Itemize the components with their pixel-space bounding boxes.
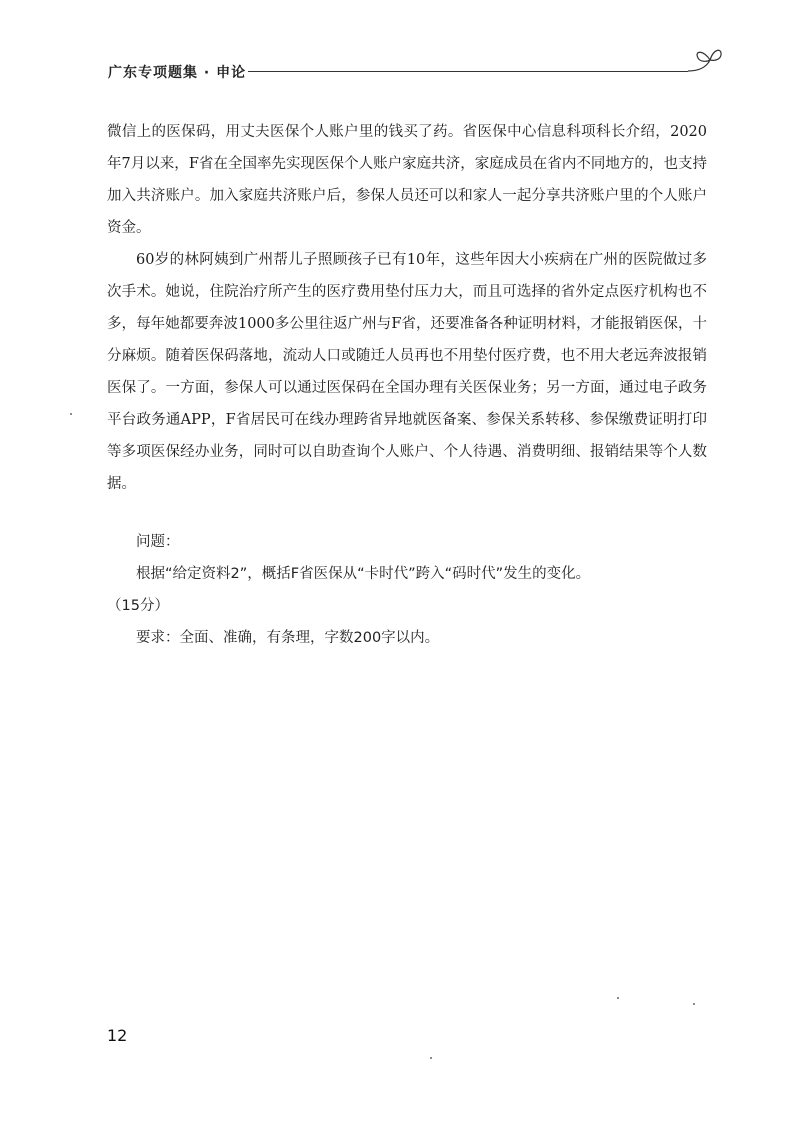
sprout-icon <box>680 44 724 84</box>
scan-speck <box>617 997 619 999</box>
question-text: 根据“给定资料2”，概括F省医保从“卡时代”跨入“码时代”发生的变化。 <box>136 566 591 582</box>
body-text <box>107 116 707 500</box>
scan-speck <box>430 1057 432 1059</box>
question-requirement: 要求：全面、准确，有条理，字数200字以内。 <box>136 630 440 646</box>
page-number: 12 <box>107 1026 128 1045</box>
header-rule <box>248 71 688 72</box>
question-score: （15分） <box>107 598 169 614</box>
paragraph: 微信上的医保码，用丈夫医保个人账户里的钱买了药。省医保中心信息科项科长介绍，2020年7月以来，F省在全国率先实现医保个人账户家庭共济，家庭成员在省内不同地方的，也支持加入共济账户。加入家庭共济账户后，参保人员还可以和家人一起分享共济账户里的个人账户资金。 <box>107 124 707 236</box>
paragraph: 60岁的林阿姨到广州帮儿子照顾孩子已有10年，这些年因大小疾病在广州的医院做过多次手术。她说，住院治疗所产生的医疗费用垫付压力大，而且可选择的省外定点医疗机构也不多，每年她都要奔波1000多公里往返广州与F省，还要准备各种证明材料，才能报销医保，十分麻烦。随着医保码落地，流动人口或随迁人员再也不用垫付医疗费，也不用大老远奔波报销医保了。一方面，参保人可以通过医保码在全国办理有关医保业务；另一方面，通过电子政务平台政务通APP，F省居民可在线办理跨省异地就医备案、参保关系转移、参保缴费证明打印等多项医保经办业务，同时可以自助查询个人账户、个人待遇、消费明细、报销结果等个人数据。 <box>107 252 707 492</box>
scan-speck <box>693 1003 695 1005</box>
question-block <box>107 526 707 654</box>
running-header <box>108 58 720 88</box>
header-title: 广东专项题集 · 申论 <box>108 65 247 81</box>
question-label: 问题： <box>136 534 180 550</box>
scan-speck <box>70 413 72 415</box>
